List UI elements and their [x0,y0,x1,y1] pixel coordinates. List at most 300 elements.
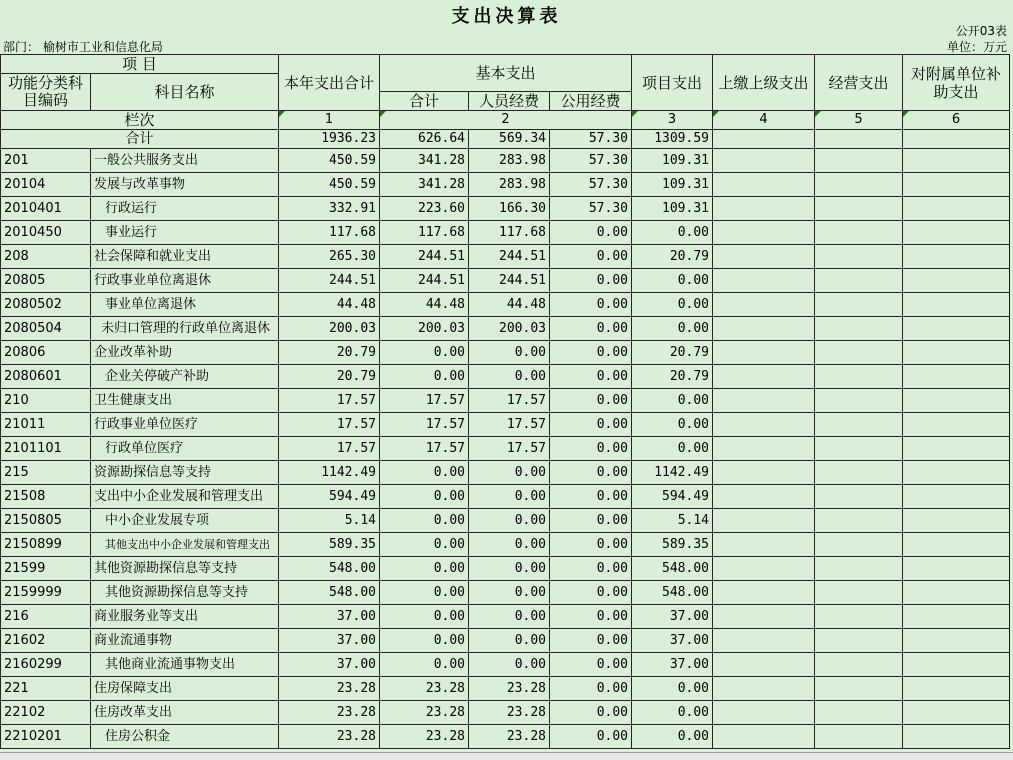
row-personnel[interactable]: 0.00 [469,653,550,677]
row-business[interactable] [815,341,903,365]
header-project-exp[interactable]: 项目支出 [632,55,713,111]
header-basic[interactable]: 基本支出 [380,55,632,92]
row-subsidy[interactable] [903,149,1010,173]
row-upper[interactable] [713,653,815,677]
row-total[interactable]: 548.00 [279,581,380,605]
row-basic[interactable]: 23.28 [380,701,469,725]
row-total[interactable]: 17.57 [279,437,380,461]
row-name[interactable]: 中小企业发展专项 [91,509,279,533]
row-personnel[interactable]: 244.51 [469,245,550,269]
row-total[interactable]: 332.91 [279,197,380,221]
row-name[interactable]: 行政运行 [91,197,279,221]
row-total[interactable]: 17.57 [279,413,380,437]
row-basic[interactable]: 0.00 [380,365,469,389]
row-public[interactable]: 0.00 [550,413,632,437]
col-index-4[interactable]: 4 [713,111,815,130]
header-subsidy[interactable]: 对附属单位补助支出 [903,55,1010,111]
unit-label: 单位：万元 [946,40,1007,54]
row-basic[interactable]: 0.00 [380,533,469,557]
row-subsidy[interactable] [903,341,1010,365]
row-basic[interactable]: 0.00 [380,485,469,509]
row-name[interactable]: 卫生健康支出 [91,389,279,413]
row-total[interactable]: 200.03 [279,317,380,341]
row-personnel[interactable]: 0.00 [469,461,550,485]
row-code[interactable]: 2080601 [1,365,91,389]
row-public[interactable]: 0.00 [550,317,632,341]
row-basic[interactable]: 23.28 [380,725,469,749]
row-name[interactable]: 发展与改革事物 [91,173,279,197]
row-subsidy[interactable] [903,629,1010,653]
row-project[interactable]: 548.00 [632,557,713,581]
total-personnel[interactable]: 569.34 [469,130,550,149]
row-basic[interactable]: 23.28 [380,677,469,701]
row-project[interactable]: 0.00 [632,389,713,413]
row-upper[interactable] [713,317,815,341]
table-row [1,317,1010,341]
row-total[interactable]: 450.59 [279,173,380,197]
row-basic[interactable]: 341.28 [380,173,469,197]
total-business[interactable] [815,130,903,149]
row-upper[interactable] [713,341,815,365]
row-subsidy[interactable] [903,317,1010,341]
header-func-code[interactable]: 功能分类科目编码 [1,74,91,111]
row-code[interactable]: 2010450 [1,221,91,245]
row-name[interactable]: 其他资源勘探信息等支持 [91,581,279,605]
header-basic-total[interactable]: 合计 [380,92,469,111]
row-business[interactable] [815,461,903,485]
row-public[interactable]: 57.30 [550,149,632,173]
sheet-code: 公开03表 [955,24,1007,38]
row-public[interactable]: 57.30 [550,173,632,197]
row-personnel[interactable]: 44.48 [469,293,550,317]
row-public[interactable]: 0.00 [550,629,632,653]
table-row [1,485,1010,509]
row-upper[interactable] [713,365,815,389]
row-upper[interactable] [713,413,815,437]
header-business[interactable]: 经营支出 [815,55,903,111]
row-basic[interactable]: 244.51 [380,245,469,269]
row-business[interactable] [815,485,903,509]
row-personnel[interactable]: 23.28 [469,677,550,701]
row-upper[interactable] [713,677,815,701]
total-upper[interactable] [713,130,815,149]
row-business[interactable] [815,509,903,533]
row-upper[interactable] [713,269,815,293]
row-business[interactable] [815,677,903,701]
row-subsidy[interactable] [903,485,1010,509]
total-basic[interactable]: 626.64 [380,130,469,149]
col-label[interactable]: 栏次 [1,111,279,130]
row-name[interactable]: 一般公共服务支出 [91,149,279,173]
row-basic[interactable]: 0.00 [380,605,469,629]
row-name[interactable]: 住房改革支出 [91,701,279,725]
table-row [1,413,1010,437]
row-personnel[interactable]: 200.03 [469,317,550,341]
header-subject-name[interactable]: 科目名称 [91,74,279,111]
row-project[interactable]: 37.00 [632,605,713,629]
header-total[interactable]: 本年支出合计 [279,55,380,111]
row-subsidy[interactable] [903,221,1010,245]
col-index-2[interactable]: 2 [380,111,632,130]
row-total[interactable]: 5.14 [279,509,380,533]
row-project[interactable]: 109.31 [632,197,713,221]
row-upper[interactable] [713,245,815,269]
row-code[interactable]: 2150899 [1,533,91,557]
header-personnel[interactable]: 人员经费 [469,92,550,111]
row-public[interactable]: 0.00 [550,389,632,413]
row-total[interactable]: 23.28 [279,677,380,701]
row-personnel[interactable]: 283.98 [469,149,550,173]
row-name[interactable]: 行政单位医疗 [91,437,279,461]
row-code[interactable]: 21599 [1,557,91,581]
row-name[interactable]: 资源勘探信息等支持 [91,461,279,485]
row-upper[interactable] [713,605,815,629]
row-public[interactable]: 57.30 [550,197,632,221]
row-subsidy[interactable] [903,293,1010,317]
row-upper[interactable] [713,725,815,749]
table-row [1,293,1010,317]
row-project[interactable]: 20.79 [632,245,713,269]
row-project[interactable]: 0.00 [632,293,713,317]
header-public[interactable]: 公用经费 [550,92,632,111]
row-public[interactable]: 0.00 [550,509,632,533]
row-total[interactable]: 23.28 [279,725,380,749]
row-basic[interactable]: 0.00 [380,341,469,365]
row-project[interactable]: 37.00 [632,653,713,677]
row-project[interactable]: 0.00 [632,437,713,461]
row-subsidy[interactable] [903,413,1010,437]
row-business[interactable] [815,725,903,749]
table-row [1,581,1010,605]
row-name[interactable]: 住房保障支出 [91,677,279,701]
row-personnel[interactable]: 283.98 [469,173,550,197]
row-name[interactable]: 商业流通事物 [91,629,279,653]
row-code[interactable]: 20806 [1,341,91,365]
row-business[interactable] [815,437,903,461]
row-basic[interactable]: 17.57 [380,437,469,461]
row-project[interactable]: 0.00 [632,701,713,725]
row-business[interactable] [815,605,903,629]
row-personnel[interactable]: 244.51 [469,269,550,293]
row-basic[interactable]: 244.51 [380,269,469,293]
row-name[interactable]: 商业服务业等支出 [91,605,279,629]
row-business[interactable] [815,701,903,725]
row-upper[interactable] [713,389,815,413]
row-subsidy[interactable] [903,725,1010,749]
row-project[interactable]: 548.00 [632,581,713,605]
row-personnel[interactable]: 0.00 [469,533,550,557]
row-public[interactable]: 0.00 [550,341,632,365]
row-total[interactable]: 44.48 [279,293,380,317]
row-name[interactable]: 事业运行 [91,221,279,245]
row-basic[interactable]: 0.00 [380,581,469,605]
row-code[interactable]: 2160299 [1,653,91,677]
row-project[interactable]: 0.00 [632,725,713,749]
row-public[interactable]: 0.00 [550,245,632,269]
table-row [1,629,1010,653]
row-subsidy[interactable] [903,437,1010,461]
row-code[interactable]: 216 [1,605,91,629]
row-business[interactable] [815,557,903,581]
total-total[interactable]: 1936.23 [279,130,380,149]
col-index-3[interactable]: 3 [632,111,713,130]
row-business[interactable] [815,149,903,173]
row-name[interactable]: 支出中小企业发展和管理支出 [91,485,279,509]
row-public[interactable]: 0.00 [550,533,632,557]
row-total[interactable]: 20.79 [279,341,380,365]
row-total[interactable]: 117.68 [279,221,380,245]
row-project[interactable]: 594.49 [632,485,713,509]
row-basic[interactable]: 17.57 [380,389,469,413]
col-index-1[interactable]: 1 [279,111,380,130]
row-business[interactable] [815,317,903,341]
table-row [1,557,1010,581]
table-row [1,221,1010,245]
row-personnel[interactable]: 23.28 [469,701,550,725]
row-code[interactable]: 21602 [1,629,91,653]
col-index-6[interactable]: 6 [903,111,1010,130]
row-personnel[interactable]: 0.00 [469,509,550,533]
total-row [1,130,1010,149]
row-personnel[interactable]: 0.00 [469,605,550,629]
row-subsidy[interactable] [903,509,1010,533]
row-project[interactable]: 0.00 [632,413,713,437]
row-total[interactable]: 450.59 [279,149,380,173]
row-total[interactable]: 37.00 [279,629,380,653]
row-code[interactable]: 20805 [1,269,91,293]
row-subsidy[interactable] [903,245,1010,269]
row-name[interactable]: 行政事业单位医疗 [91,413,279,437]
row-business[interactable] [815,269,903,293]
row-business[interactable] [815,365,903,389]
row-subsidy[interactable] [903,269,1010,293]
row-subsidy[interactable] [903,389,1010,413]
table-row [1,269,1010,293]
row-public[interactable]: 0.00 [550,221,632,245]
row-name[interactable]: 住房公积金 [91,725,279,749]
row-business[interactable] [815,629,903,653]
row-code[interactable]: 210 [1,389,91,413]
table-row [1,461,1010,485]
header-upper[interactable]: 上缴上级支出 [713,55,815,111]
row-basic[interactable]: 117.68 [380,221,469,245]
row-subsidy[interactable] [903,701,1010,725]
row-total[interactable]: 23.28 [279,701,380,725]
table-row [1,197,1010,221]
row-subsidy[interactable] [903,605,1010,629]
row-personnel[interactable]: 166.30 [469,197,550,221]
total-label[interactable]: 合计 [1,130,279,149]
table-row [1,677,1010,701]
row-subsidy[interactable] [903,173,1010,197]
row-name[interactable]: 企业改革补助 [91,341,279,365]
row-upper[interactable] [713,293,815,317]
row-total[interactable]: 17.57 [279,389,380,413]
row-project[interactable]: 20.79 [632,365,713,389]
row-personnel[interactable]: 0.00 [469,629,550,653]
header-project[interactable]: 项 目 [1,55,279,74]
row-subsidy[interactable] [903,533,1010,557]
row-business[interactable] [815,653,903,677]
table-row [1,389,1010,413]
row-basic[interactable]: 0.00 [380,557,469,581]
row-name[interactable]: 其他商业流通事物支出 [91,653,279,677]
col-index-5[interactable]: 5 [815,111,903,130]
row-personnel[interactable]: 17.57 [469,437,550,461]
row-code[interactable]: 22102 [1,701,91,725]
row-basic[interactable]: 44.48 [380,293,469,317]
row-business[interactable] [815,197,903,221]
row-public[interactable]: 0.00 [550,437,632,461]
row-basic[interactable]: 200.03 [380,317,469,341]
row-project[interactable]: 589.35 [632,533,713,557]
row-basic[interactable]: 0.00 [380,653,469,677]
row-upper[interactable] [713,581,815,605]
row-total[interactable]: 37.00 [279,653,380,677]
row-upper[interactable] [713,221,815,245]
row-code[interactable]: 221 [1,677,91,701]
table-row [1,605,1010,629]
row-business[interactable] [815,389,903,413]
row-basic[interactable]: 0.00 [380,509,469,533]
row-project[interactable]: 0.00 [632,677,713,701]
row-personnel[interactable]: 0.00 [469,557,550,581]
row-business[interactable] [815,533,903,557]
row-basic[interactable]: 223.60 [380,197,469,221]
row-project[interactable]: 20.79 [632,341,713,365]
row-public[interactable]: 0.00 [550,293,632,317]
row-public[interactable]: 0.00 [550,485,632,509]
total-public[interactable]: 57.30 [550,130,632,149]
row-code[interactable]: 20104 [1,173,91,197]
row-name[interactable]: 未归口管理的行政单位离退休 [91,317,279,341]
row-personnel[interactable]: 117.68 [469,221,550,245]
row-project[interactable]: 0.00 [632,221,713,245]
table-row [1,725,1010,749]
row-upper[interactable] [713,461,815,485]
row-upper[interactable] [713,437,815,461]
row-project[interactable]: 5.14 [632,509,713,533]
row-upper[interactable] [713,173,815,197]
row-project[interactable]: 109.31 [632,149,713,173]
row-basic[interactable]: 17.57 [380,413,469,437]
row-subsidy[interactable] [903,197,1010,221]
row-total[interactable]: 589.35 [279,533,380,557]
row-total[interactable]: 1142.49 [279,461,380,485]
row-business[interactable] [815,581,903,605]
row-public[interactable]: 0.00 [550,725,632,749]
row-total[interactable]: 20.79 [279,365,380,389]
row-business[interactable] [815,221,903,245]
row-project[interactable]: 1142.49 [632,461,713,485]
row-personnel[interactable]: 17.57 [469,389,550,413]
row-code[interactable]: 215 [1,461,91,485]
table-row [1,365,1010,389]
row-code[interactable]: 2101101 [1,437,91,461]
table-row [1,173,1010,197]
row-upper[interactable] [713,149,815,173]
row-project[interactable]: 37.00 [632,629,713,653]
row-public[interactable]: 0.00 [550,365,632,389]
row-subsidy[interactable] [903,677,1010,701]
row-code[interactable]: 2159999 [1,581,91,605]
row-public[interactable]: 0.00 [550,269,632,293]
row-subsidy[interactable] [903,653,1010,677]
row-business[interactable] [815,173,903,197]
row-subsidy[interactable] [903,461,1010,485]
row-business[interactable] [815,293,903,317]
row-name[interactable]: 企业关停破产补助 [91,365,279,389]
row-total[interactable]: 594.49 [279,485,380,509]
row-basic[interactable]: 0.00 [380,629,469,653]
row-basic[interactable]: 0.00 [380,461,469,485]
row-project[interactable]: 0.00 [632,269,713,293]
row-code[interactable]: 201 [1,149,91,173]
report-title: 支出决算表 [451,6,562,27]
row-name[interactable]: 社会保障和就业支出 [91,245,279,269]
row-business[interactable] [815,245,903,269]
row-public[interactable]: 0.00 [550,677,632,701]
row-upper[interactable] [713,509,815,533]
row-personnel[interactable]: 0.00 [469,581,550,605]
row-upper[interactable] [713,533,815,557]
row-subsidy[interactable] [903,365,1010,389]
row-upper[interactable] [713,629,815,653]
row-code[interactable]: 2010401 [1,197,91,221]
row-public[interactable]: 0.00 [550,581,632,605]
table-row [1,701,1010,725]
row-code[interactable]: 21011 [1,413,91,437]
row-code[interactable]: 208 [1,245,91,269]
row-code[interactable]: 21508 [1,485,91,509]
row-personnel[interactable]: 0.00 [469,341,550,365]
row-basic[interactable]: 341.28 [380,149,469,173]
row-project[interactable]: 109.31 [632,173,713,197]
row-total[interactable]: 548.00 [279,557,380,581]
row-public[interactable]: 0.00 [550,557,632,581]
row-subsidy[interactable] [903,581,1010,605]
row-personnel[interactable]: 0.00 [469,365,550,389]
row-public[interactable]: 0.00 [550,653,632,677]
total-project[interactable]: 1309.59 [632,130,713,149]
row-business[interactable] [815,413,903,437]
row-code[interactable]: 2080504 [1,317,91,341]
row-public[interactable]: 0.00 [550,605,632,629]
row-personnel[interactable]: 23.28 [469,725,550,749]
row-personnel[interactable]: 0.00 [469,485,550,509]
row-total[interactable]: 265.30 [279,245,380,269]
row-name[interactable]: 其他资源勘探信息等支持 [91,557,279,581]
total-subsidy[interactable] [903,130,1010,149]
row-code[interactable]: 2210201 [1,725,91,749]
row-total[interactable]: 244.51 [279,269,380,293]
row-name[interactable]: 行政事业单位离退休 [91,269,279,293]
row-upper[interactable] [713,701,815,725]
row-personnel[interactable]: 17.57 [469,413,550,437]
row-name[interactable]: 其他支出中小企业发展和管理支出 [91,533,279,557]
row-upper[interactable] [713,197,815,221]
row-code[interactable]: 2150805 [1,509,91,533]
row-project[interactable]: 0.00 [632,317,713,341]
row-public[interactable]: 0.00 [550,461,632,485]
row-subsidy[interactable] [903,557,1010,581]
row-upper[interactable] [713,485,815,509]
row-public[interactable]: 0.00 [550,701,632,725]
row-name[interactable]: 事业单位离退休 [91,293,279,317]
row-upper[interactable] [713,557,815,581]
row-total[interactable]: 37.00 [279,605,380,629]
row-code[interactable]: 2080502 [1,293,91,317]
